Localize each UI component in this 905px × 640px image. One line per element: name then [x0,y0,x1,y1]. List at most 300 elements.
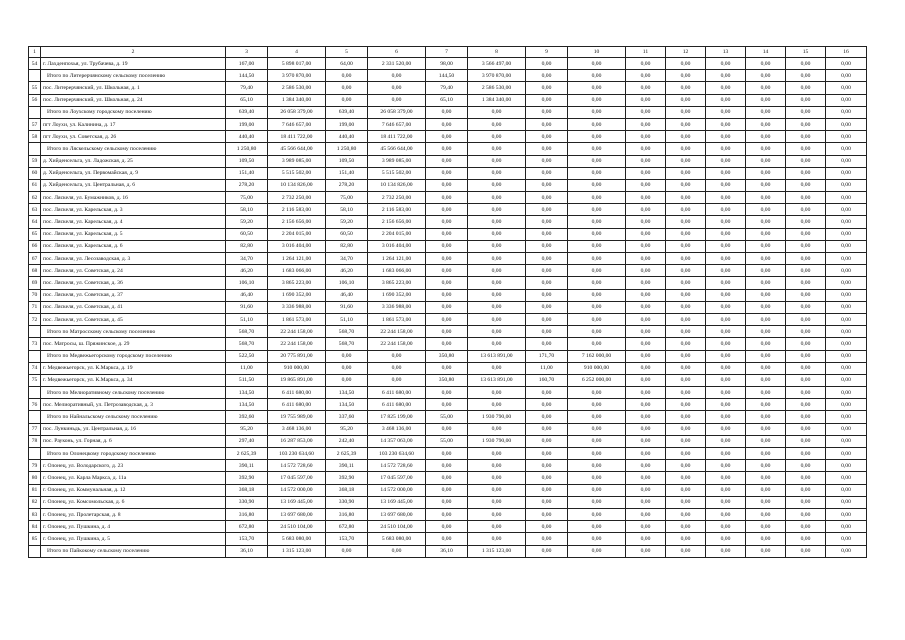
value-cell: 0,00 [786,192,826,204]
value-cell: 0,00 [568,204,626,216]
value-cell: 0,00 [426,216,468,228]
table-row [29,496,867,508]
value-cell: 0,00 [786,387,826,399]
value-cell: 0,00 [746,533,786,545]
value-cell: 19 865 891,00 [268,374,326,386]
value-cell: 0,00 [626,204,666,216]
value-cell: 0,00 [746,448,786,460]
row-number-cell: 62 [29,192,41,204]
value-cell: 440,40 [326,131,368,143]
value-cell: 144,50 [226,70,268,82]
value-cell: 0,00 [786,265,826,277]
value-cell: 17 825 199,00 [368,411,426,423]
value-cell: 1 690 352,00 [268,289,326,301]
value-cell: 0,00 [786,472,826,484]
value-cell: 0,00 [706,94,746,106]
value-cell: 0,00 [786,338,826,350]
value-cell: 0,00 [626,253,666,265]
value-cell: 0,00 [746,472,786,484]
value-cell: 51,10 [326,313,368,325]
value-cell: 0,00 [468,192,526,204]
value-cell: 0,00 [468,228,526,240]
value-cell: 2 586 530,00 [268,82,326,94]
value-cell: 0,00 [826,143,867,155]
address-cell: пос. Ляскеля, ул. Советская, д. 45 [41,313,226,325]
value-cell: 0,00 [526,240,568,252]
value-cell: 0,00 [568,496,626,508]
address-cell: пос. Рауконь, ул. Горная, д. 6 [41,435,226,447]
value-cell: 0,00 [568,118,626,130]
value-cell: 167,00 [226,58,268,70]
value-cell: 0,00 [706,155,746,167]
column-header: 9 [526,47,568,58]
row-number-cell: 84 [29,521,41,533]
address-cell: Итого по Лоухскому городскому поселению [41,106,226,118]
value-cell: 0,00 [826,338,867,350]
value-cell: 0,00 [786,216,826,228]
value-cell: 7 646 657,00 [268,118,326,130]
value-cell: 0,00 [826,301,867,313]
value-cell: 0,00 [526,435,568,447]
value-cell: 0,00 [368,374,426,386]
value-cell: 2 204 015,00 [368,228,426,240]
value-cell: 1 384 340,00 [468,94,526,106]
value-cell: 0,00 [706,496,746,508]
value-cell: 0,00 [706,545,746,557]
row-number-cell: 64 [29,216,41,228]
value-cell: 0,00 [426,155,468,167]
value-cell: 64,00 [326,58,368,70]
value-cell: 0,00 [666,179,706,191]
value-cell: 14 572 000,00 [368,484,426,496]
value-cell: 0,00 [746,106,786,118]
value-cell: 0,00 [526,411,568,423]
column-header: 14 [746,47,786,58]
value-cell: 0,00 [666,192,706,204]
value-cell: 910 000,00 [268,362,326,374]
value-cell: 0,00 [426,460,468,472]
value-cell: 0,00 [568,521,626,533]
value-cell: 0,00 [526,82,568,94]
value-cell: 106,10 [226,277,268,289]
value-cell: 13 169 445,00 [368,496,426,508]
value-cell: 0,00 [468,423,526,435]
value-cell: 36,10 [226,545,268,557]
address-cell: г. Олонец, ул. Коммунальная, д. 12 [41,484,226,496]
table-row [29,460,867,472]
value-cell: 34,70 [226,253,268,265]
row-number-cell: 57 [29,118,41,130]
value-cell: 14 357 063,00 [368,435,426,447]
value-cell: 2 625,39 [226,448,268,460]
row-number-cell: 67 [29,253,41,265]
value-cell: 0,00 [526,484,568,496]
value-cell: 0,00 [626,82,666,94]
value-cell: 0,00 [568,423,626,435]
row-number-cell: 56 [29,94,41,106]
value-cell: 0,00 [626,362,666,374]
value-cell: 109,50 [226,155,268,167]
value-cell: 0,00 [666,277,706,289]
value-cell: 0,00 [826,399,867,411]
value-cell: 0,00 [568,155,626,167]
value-cell: 0,00 [468,265,526,277]
address-cell: д. Хийденсельга, ул. Ладожская, д. 25 [41,155,226,167]
address-cell: г. Олонец, ул. Пушкина, д. 5 [41,533,226,545]
value-cell: 0,00 [626,58,666,70]
value-cell: 0,00 [368,94,426,106]
value-cell: 6 411 680,00 [368,387,426,399]
value-cell: 0,00 [746,277,786,289]
value-cell: 0,00 [786,131,826,143]
value-cell: 134,50 [226,387,268,399]
value-cell: 0,00 [626,338,666,350]
value-cell: 0,00 [526,253,568,265]
value-cell: 0,00 [826,216,867,228]
row-number-cell: 55 [29,82,41,94]
value-cell: 0,00 [746,399,786,411]
value-cell: 0,00 [826,179,867,191]
value-cell: 0,00 [786,106,826,118]
row-number-cell: 59 [29,155,41,167]
value-cell: 0,00 [426,399,468,411]
value-cell: 0,00 [426,289,468,301]
value-cell: 0,00 [666,435,706,447]
row-number-cell: 73 [29,338,41,350]
value-cell: 0,00 [826,70,867,82]
value-cell: 0,00 [746,265,786,277]
value-cell: 0,00 [526,94,568,106]
value-cell: 0,00 [666,216,706,228]
value-cell: 82,80 [326,240,368,252]
row-number-cell: 79 [29,460,41,472]
value-cell: 0,00 [468,472,526,484]
value-cell: 0,00 [526,106,568,118]
value-cell: 368,18 [326,484,368,496]
table-row [29,521,867,533]
row-number-cell [29,545,41,557]
value-cell: 0,00 [826,277,867,289]
value-cell: 1 930 790,00 [468,435,526,447]
value-cell: 7 162 000,00 [568,350,626,362]
value-cell: 46,20 [226,265,268,277]
value-cell: 0,00 [786,179,826,191]
row-number-cell: 65 [29,228,41,240]
value-cell: 0,00 [568,338,626,350]
value-cell: 1 250,80 [326,143,368,155]
row-number-cell: 85 [29,533,41,545]
table-row [29,179,867,191]
value-cell: 350,80 [426,374,468,386]
value-cell: 0,00 [706,326,746,338]
value-cell: 0,00 [626,508,666,520]
value-cell: 297,40 [226,435,268,447]
value-cell: 0,00 [626,192,666,204]
value-cell: 0,00 [468,179,526,191]
value-cell: 11,00 [526,362,568,374]
value-cell: 2 116 583,00 [268,204,326,216]
address-cell: г. Олонец, ул. Комсомольская, д. 6 [41,496,226,508]
address-cell: Итого по Найнальскому сельскому поселению [41,411,226,423]
value-cell: 0,00 [526,228,568,240]
value-cell: 79,40 [226,82,268,94]
value-cell: 0,00 [786,326,826,338]
value-cell: 0,00 [666,70,706,82]
value-cell: 0,00 [786,277,826,289]
address-cell: пос. Ляскеля, ул. Карельская, д. 3 [41,204,226,216]
value-cell: 0,00 [746,374,786,386]
address-cell: Итого по Мелиоративному сельскому поселению [41,387,226,399]
value-cell: 0,00 [826,192,867,204]
value-cell: 1 861 573,00 [368,313,426,325]
value-cell: 0,00 [786,167,826,179]
value-cell: 0,00 [568,289,626,301]
value-cell: 0,00 [706,240,746,252]
value-cell: 0,00 [786,435,826,447]
address-cell: Итого по Матросскому сельскому поселению [41,326,226,338]
value-cell: 0,00 [468,399,526,411]
value-cell: 0,00 [568,228,626,240]
value-cell: 0,00 [746,131,786,143]
value-cell: 0,00 [468,484,526,496]
value-cell: 0,00 [826,204,867,216]
value-cell: 316,80 [226,508,268,520]
value-cell: 0,00 [568,448,626,460]
value-cell: 82,80 [226,240,268,252]
value-cell: 0,00 [526,326,568,338]
value-cell: 103 230 634,60 [368,448,426,460]
value-cell: 75,00 [226,192,268,204]
value-cell: 0,00 [706,106,746,118]
value-cell: 2 625,39 [326,448,368,460]
value-cell: 0,00 [468,277,526,289]
value-cell: 0,00 [706,387,746,399]
value-cell: 0,00 [568,167,626,179]
value-cell: 16 287 853,00 [268,435,326,447]
table-row [29,484,867,496]
row-number-cell: 68 [29,265,41,277]
table-row [29,155,867,167]
value-cell: 18 411 722,00 [268,131,326,143]
row-number-cell: 77 [29,423,41,435]
value-cell: 0,00 [568,484,626,496]
value-cell: 51,10 [226,313,268,325]
value-cell: 0,00 [626,289,666,301]
row-number-cell: 83 [29,508,41,520]
value-cell: 0,00 [746,82,786,94]
value-cell: 0,00 [526,338,568,350]
row-number-cell [29,387,41,399]
address-cell: пос. Ляскеля, ул. Советская, д. 41 [41,301,226,313]
value-cell: 0,00 [786,545,826,557]
value-cell: 0,00 [568,179,626,191]
value-cell: 0,00 [568,313,626,325]
value-cell: 0,00 [746,362,786,374]
value-cell: 46,40 [226,289,268,301]
value-cell: 0,00 [626,350,666,362]
row-number-cell: 61 [29,179,41,191]
value-cell: 0,00 [526,143,568,155]
value-cell: 0,00 [626,313,666,325]
address-cell: Итого по Ляскельскому сельскому поселению [41,143,226,155]
value-cell: 0,00 [326,545,368,557]
row-number-cell: 58 [29,131,41,143]
value-cell: 0,00 [786,118,826,130]
value-cell: 0,00 [666,155,706,167]
value-cell: 0,00 [326,70,368,82]
value-cell: 1 861 573,00 [268,313,326,325]
address-cell: пос. Ляскеля, ул. Карельская, д. 6 [41,240,226,252]
value-cell: 0,00 [666,143,706,155]
value-cell: 0,00 [746,179,786,191]
value-cell: 0,00 [826,106,867,118]
value-cell: 0,00 [826,533,867,545]
address-cell: пос. Ляскеля, ул. Советская, д. 37 [41,289,226,301]
value-cell: 0,00 [786,508,826,520]
value-cell: 0,00 [666,387,706,399]
table-row [29,82,867,94]
value-cell: 0,00 [786,228,826,240]
value-cell: 55,00 [426,411,468,423]
value-cell: 0,00 [706,411,746,423]
value-cell: 10 134 826,00 [268,179,326,191]
value-cell: 0,00 [826,496,867,508]
value-cell: 1 264 121,00 [368,253,426,265]
value-cell: 910 000,00 [568,362,626,374]
value-cell: 0,00 [526,313,568,325]
value-cell: 0,00 [626,179,666,191]
value-cell: 0,00 [746,118,786,130]
address-cell: Итого по Медвежьегорскому городскому поселению [41,350,226,362]
table-row [29,289,867,301]
value-cell: 0,00 [526,472,568,484]
value-cell: 6 252 000,00 [568,374,626,386]
value-cell: 0,00 [468,106,526,118]
value-cell: 26 058 379,00 [368,106,426,118]
value-cell: 0,00 [746,167,786,179]
value-cell: 0,00 [706,301,746,313]
value-cell: 14 572 728,60 [268,460,326,472]
value-cell: 0,00 [706,70,746,82]
value-cell: 0,00 [746,423,786,435]
address-cell: Итого по Литерерчянскому сельскому поселению [41,70,226,82]
address-cell: пос. Ляскеля, ул. Карельская, д. 4 [41,216,226,228]
value-cell: 0,00 [426,313,468,325]
value-cell: 6 411 680,00 [268,399,326,411]
value-cell: 1 250,80 [226,143,268,155]
value-cell: 0,00 [706,143,746,155]
value-cell: 0,00 [568,70,626,82]
value-cell: 0,00 [468,289,526,301]
value-cell: 0,00 [468,301,526,313]
value-cell: 316,80 [326,508,368,520]
row-number-cell: 63 [29,204,41,216]
value-cell: 0,00 [746,460,786,472]
value-cell: 0,00 [568,58,626,70]
value-cell: 392,90 [326,472,368,484]
value-cell: 3 970 870,00 [268,70,326,82]
table-body [29,58,867,558]
value-cell: 106,10 [326,277,368,289]
value-cell: 0,00 [666,265,706,277]
value-cell: 0,00 [626,326,666,338]
value-cell: 0,00 [826,131,867,143]
table-row [29,94,867,106]
value-cell: 0,00 [468,118,526,130]
value-cell: 0,00 [786,82,826,94]
value-cell: 0,00 [746,289,786,301]
value-cell: 522,50 [226,350,268,362]
value-cell: 2 116 583,00 [368,204,426,216]
value-cell: 13 169 445,00 [268,496,326,508]
table-row [29,435,867,447]
value-cell: 0,00 [706,228,746,240]
value-cell: 6 411 680,00 [268,387,326,399]
value-cell: 0,00 [706,216,746,228]
value-cell: 0,00 [826,411,867,423]
value-cell: 0,00 [326,362,368,374]
value-cell: 95,20 [226,423,268,435]
value-cell: 34,70 [326,253,368,265]
column-header: 3 [226,47,268,58]
value-cell: 91,60 [226,301,268,313]
value-cell: 0,00 [468,521,526,533]
value-cell: 0,00 [706,253,746,265]
value-cell: 0,00 [826,448,867,460]
table-row [29,192,867,204]
column-header: 1 [29,47,41,58]
value-cell: 0,00 [468,338,526,350]
value-cell: 0,00 [826,313,867,325]
table-row [29,472,867,484]
value-cell: 3 016 404,00 [268,240,326,252]
value-cell: 0,00 [786,58,826,70]
table-row [29,399,867,411]
value-cell: 0,00 [368,545,426,557]
address-cell: пос. Ляскеля, ул. Бумажников, д. 16 [41,192,226,204]
value-cell: 0,00 [666,82,706,94]
value-cell: 0,00 [706,374,746,386]
value-cell: 0,00 [746,484,786,496]
value-cell: 0,00 [626,106,666,118]
value-cell: 672,80 [226,521,268,533]
value-cell: 0,00 [426,143,468,155]
value-cell: 0,00 [626,167,666,179]
value-cell: 0,00 [426,277,468,289]
value-cell: 0,00 [426,106,468,118]
value-cell: 0,00 [786,411,826,423]
table-row [29,362,867,374]
value-cell: 60,50 [226,228,268,240]
value-cell: 0,00 [666,533,706,545]
value-cell: 0,00 [368,350,426,362]
value-cell: 0,00 [468,496,526,508]
value-cell: 639,40 [326,106,368,118]
value-cell: 0,00 [426,326,468,338]
subtotal-row [29,106,867,118]
value-cell: 0,00 [568,545,626,557]
value-cell: 0,00 [568,106,626,118]
table-row [29,228,867,240]
value-cell: 0,00 [746,508,786,520]
value-cell: 0,00 [468,143,526,155]
value-cell: 0,00 [426,240,468,252]
address-cell: пос. Ляскеля, ул. Карельская, д. 5 [41,228,226,240]
value-cell: 0,00 [526,496,568,508]
value-cell: 0,00 [746,58,786,70]
value-cell: 3 016 404,00 [368,240,426,252]
value-cell: 0,00 [826,521,867,533]
